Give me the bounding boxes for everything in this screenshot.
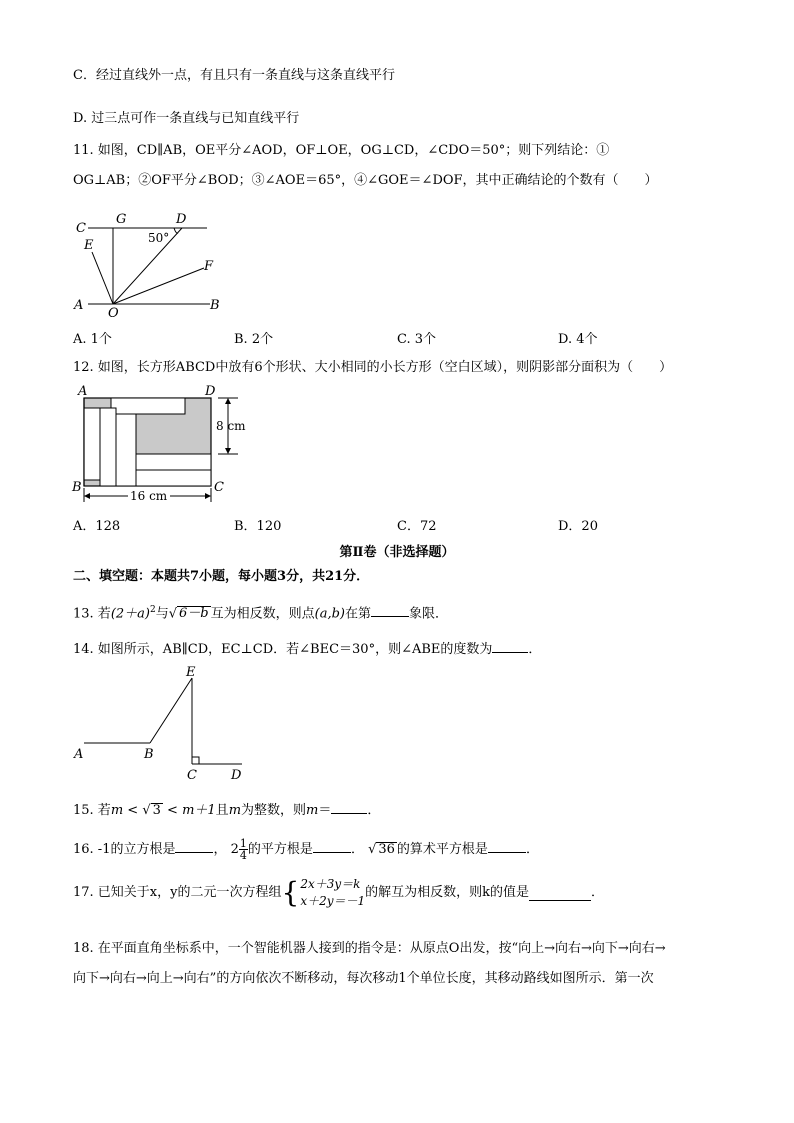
label-angle: 50° [148,231,170,245]
label-b: B [144,747,154,762]
q12-option-b: B．120 [234,519,282,534]
label-height: 8 cm [216,419,246,433]
label-f: F [204,259,214,274]
q17-blank[interactable] [529,886,591,901]
q13: 13. 若$(2+a)^2$与√ 6－b 互为相反数，则点(a,b)在第 象限． [73,601,448,623]
right-angle-mark [192,757,199,764]
q11-option-c: C. 3个 [397,332,437,347]
label-a: A [74,298,84,313]
q15-blank[interactable] [331,799,367,814]
segment-be [150,678,192,743]
q18-line1: 18. 在平面直角坐标系中，一个智能机器人接到的指令是：从原点O出发，按“向上→向右→向下→向右→ [73,941,666,956]
ray-of [113,268,204,304]
q14-blank[interactable] [492,638,528,653]
q11-line2: OG⊥AB；②OF平分∠BOD；③∠AOE＝65°，④∠GOE＝∠DOF，其中正确结论的个数有（ ） [73,173,658,188]
q11-line1: 11. 如图，CD∥AB，OE平分∠AOD，OF⊥OE，OG⊥CD，∠CDO＝50°；则下列结论：① [73,143,610,158]
q17: 17. 已知关于x，y的二元一次方程组{ 2x＋3y＝k x＋2y＝－1 的解互为相反数，则k的值是 ． [73,876,605,909]
small-rect-2 [84,408,100,480]
label-width: 16 cm [130,489,168,503]
label-o: O [108,306,119,320]
small-rect-6 [136,470,211,486]
label-a: A [78,384,88,399]
option-c: C．经过直线外一点，有且只有一条直线与这条直线平行 [73,68,395,83]
section-heading: 二、填空题：本题共7小题，每小题3分，共21分． [73,569,370,584]
small-rect-4 [116,414,136,486]
label-c: C [187,768,197,783]
label-c: C [214,480,224,495]
label-b: B [210,298,220,313]
q11-option-a: A. 1个 [73,332,112,347]
option-d: D. 过三点可作一条直线与已知直线平行 [73,111,300,126]
label-a: A [74,747,84,762]
small-rect-3 [100,408,116,486]
ray-oe [92,252,113,304]
small-rect-5 [136,454,211,470]
q12-line1: 12. 如图，长方形ABCD中放有6个形状、大小相同的小长方形（空白区域），则阴影部分面积为（ ） [73,360,673,375]
q16-blank-2[interactable] [313,838,351,853]
q16: 16. -1的立方根是 ， 2 $\frac{1}{4}$ 的平方根是 ． √ 36 的算术平方根是 ． [73,837,539,862]
q12-option-c: C．72 [397,519,437,534]
label-e: E [186,665,196,680]
label-d: D [205,384,216,399]
q14: 14. 如图所示，AB∥CD，EC⊥CD．若∠BEC＝30°，则∠ABE的度数为 ． [73,638,541,659]
q12-option-a: A．128 [73,519,121,534]
q11-option-b: B. 2个 [234,332,274,347]
q11-option-d: D. 4个 [558,332,598,347]
label-g: G [116,212,127,227]
label-d: D [176,212,187,227]
q12-figure [70,382,260,506]
label-e: E [84,238,94,253]
section-title: 第Ⅱ卷（非选择题） [339,545,455,560]
label-c: C [76,221,86,236]
q13-blank[interactable] [371,602,409,617]
label-b: B [72,480,82,495]
q16-blank-1[interactable] [175,838,213,853]
q16-blank-3[interactable] [488,838,526,853]
label-d: D [231,768,242,783]
small-rect-1 [111,398,185,414]
q14-figure [70,664,260,784]
q18-line2: 向下→向右→向上→向右”的方向依次不断移动，每次移动1个单位长度，其移动路线如图所示．第一次 [73,971,654,986]
q12-option-d: D．20 [558,519,598,534]
q11-figure [70,208,230,320]
q15: 15. 若m < √ 3 < m＋1且m为整数，则m＝ ． [73,799,380,820]
